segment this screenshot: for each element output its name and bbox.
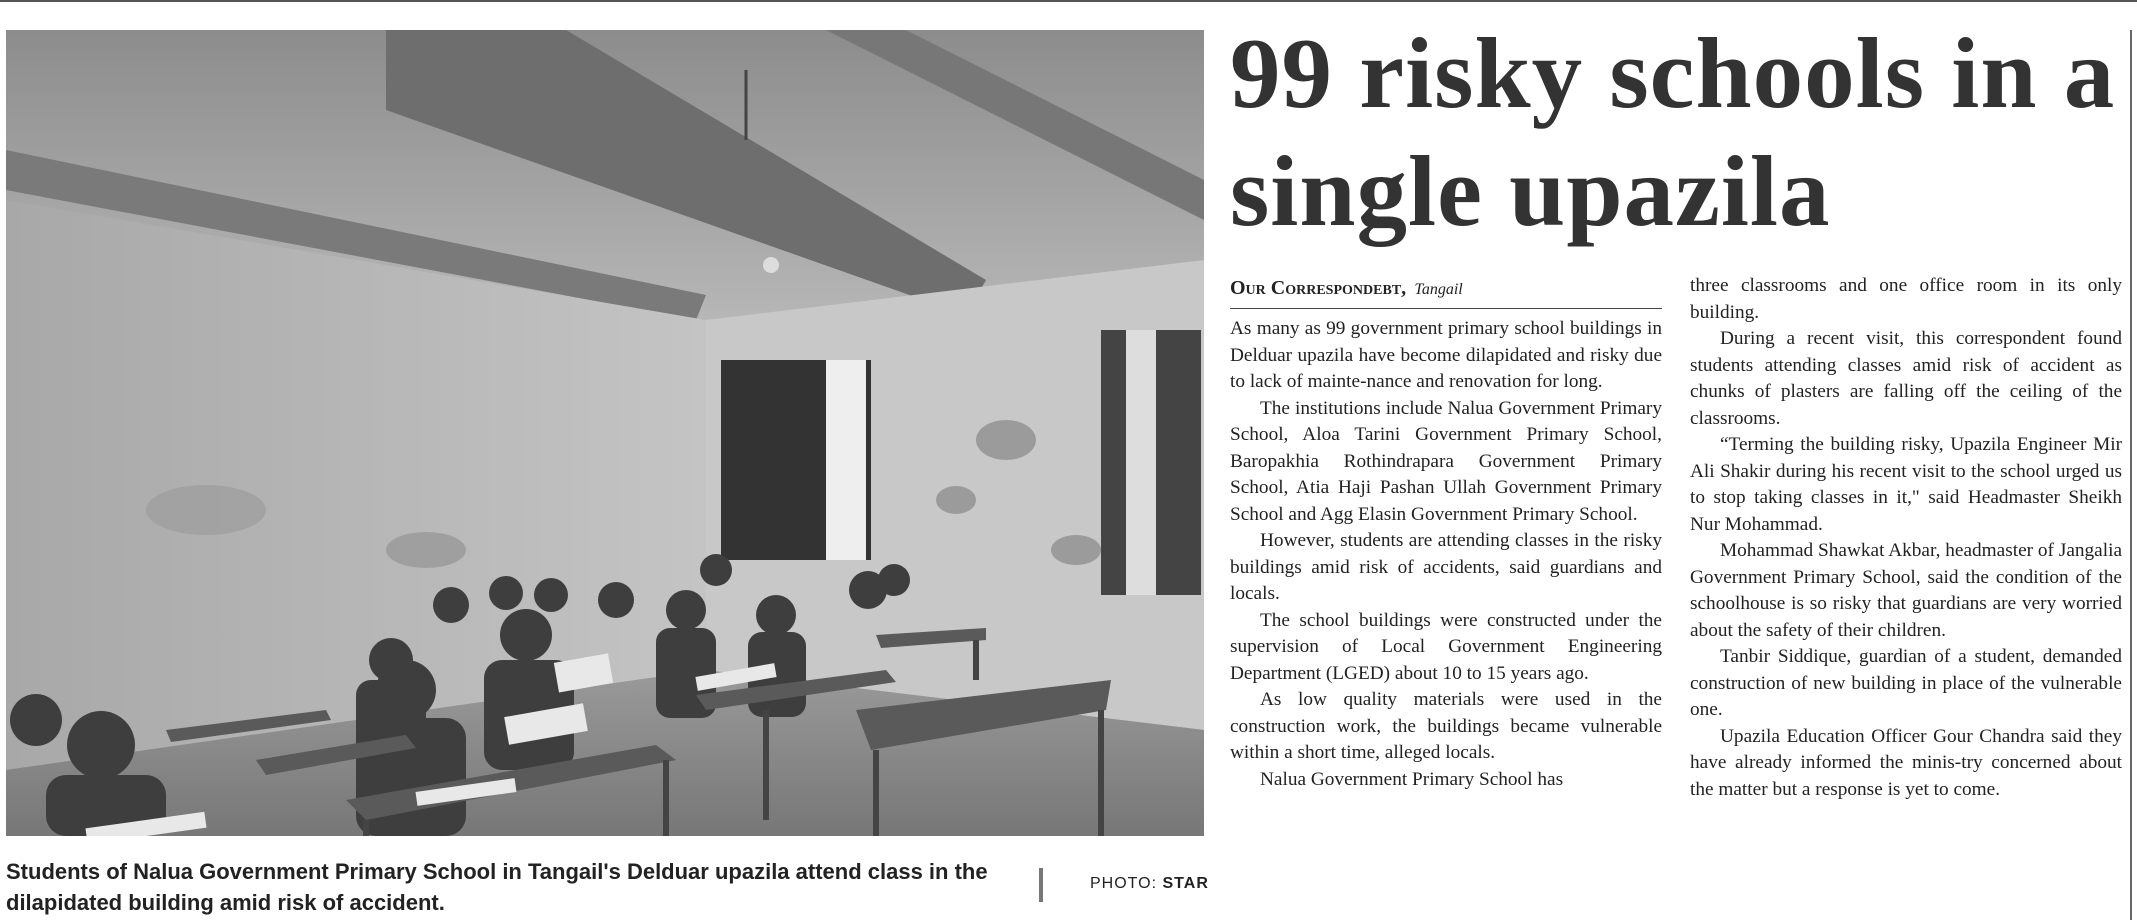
- column-edge-rule: [2130, 30, 2132, 920]
- photo-caption: Students of Nalua Government Primary School in Tangail's Delduar upazila attend class in the dilapidated building amid risk of accident.: [6, 859, 988, 915]
- credit-divider: [1039, 868, 1043, 902]
- article-paragraph: As many as 99 government primary school buildings in Delduar upazila have become dilapidated and risky due to lack of mainte-nance and renovation for long.: [1230, 318, 1662, 392]
- byline-location: Tangail: [1414, 281, 1463, 298]
- article-paragraph: As low quality materials were used in the construction work, the buildings became vulnerable within a short time, alleged locals.: [1230, 689, 1662, 763]
- article-paragraph-continued: three classrooms and one office room in its only building.: [1690, 275, 2122, 323]
- article-paragraph: Tanbir Siddique, guardian of a student, demanded construction of new building in place of the vulnerable one.: [1690, 646, 2122, 720]
- headline: 99 risky schools in a single upazila: [1230, 17, 2116, 247]
- article-paragraph: Nalua Government Primary School has: [1260, 768, 1564, 790]
- article-paragraph: During a recent visit, this correspondent found students attending classes amid risk of accident as chunks of plasters are falling off the ceiling of the classrooms.: [1690, 328, 2122, 429]
- top-rule: [0, 0, 2137, 2]
- article-column-2: [1690, 273, 2122, 803]
- photo-credit-source: STAR: [1162, 875, 1209, 892]
- photo-credit-label: PHOTO:: [1090, 875, 1158, 892]
- article-paragraph: “Terming the building risky, Upazila Engineer Mir Ali Shakir during his recent visit to the school urged us to stop taking classes in it," said Headmaster Sheikh Nur Mohammad.: [1690, 434, 2122, 535]
- article-paragraph: The school buildings were constructed under the supervision of Local Government Engineering Department (LGED) about 10 to 15 years ago.: [1230, 609, 1662, 684]
- article-paragraph: Mohammad Shawkat Akbar, headmaster of Jangalia Government Primary School, said the condition of the schoolhouse is so risky that guardians are very worried about the safety of their children.: [1690, 540, 2122, 641]
- article-paragraph: However, students are attending classes in the risky buildings amid risk of accidents, said guardians and locals.: [1230, 530, 1662, 604]
- classroom-photo: [6, 30, 1204, 836]
- classroom-photo-illustration: [6, 30, 1204, 836]
- photo-credit: [1090, 875, 1209, 893]
- article-paragraph: The institutions include Nalua Government Primary School, Aloa Tarini Government Primary School, Baropakhia Rothindrapara Government Primary School, Atia Haji Pashan Ullah Government Primary School and Agg Elasin Government Primary School.: [1230, 397, 1662, 525]
- byline-name: Our Correspondebt,: [1230, 277, 1407, 299]
- byline: [1230, 277, 1662, 309]
- article-column-1: [1230, 316, 1662, 793]
- article-paragraph: Upazila Education Officer Gour Chandra said they have already informed the minis-try concerned about the matter but a response is yet to come.: [1690, 725, 2122, 800]
